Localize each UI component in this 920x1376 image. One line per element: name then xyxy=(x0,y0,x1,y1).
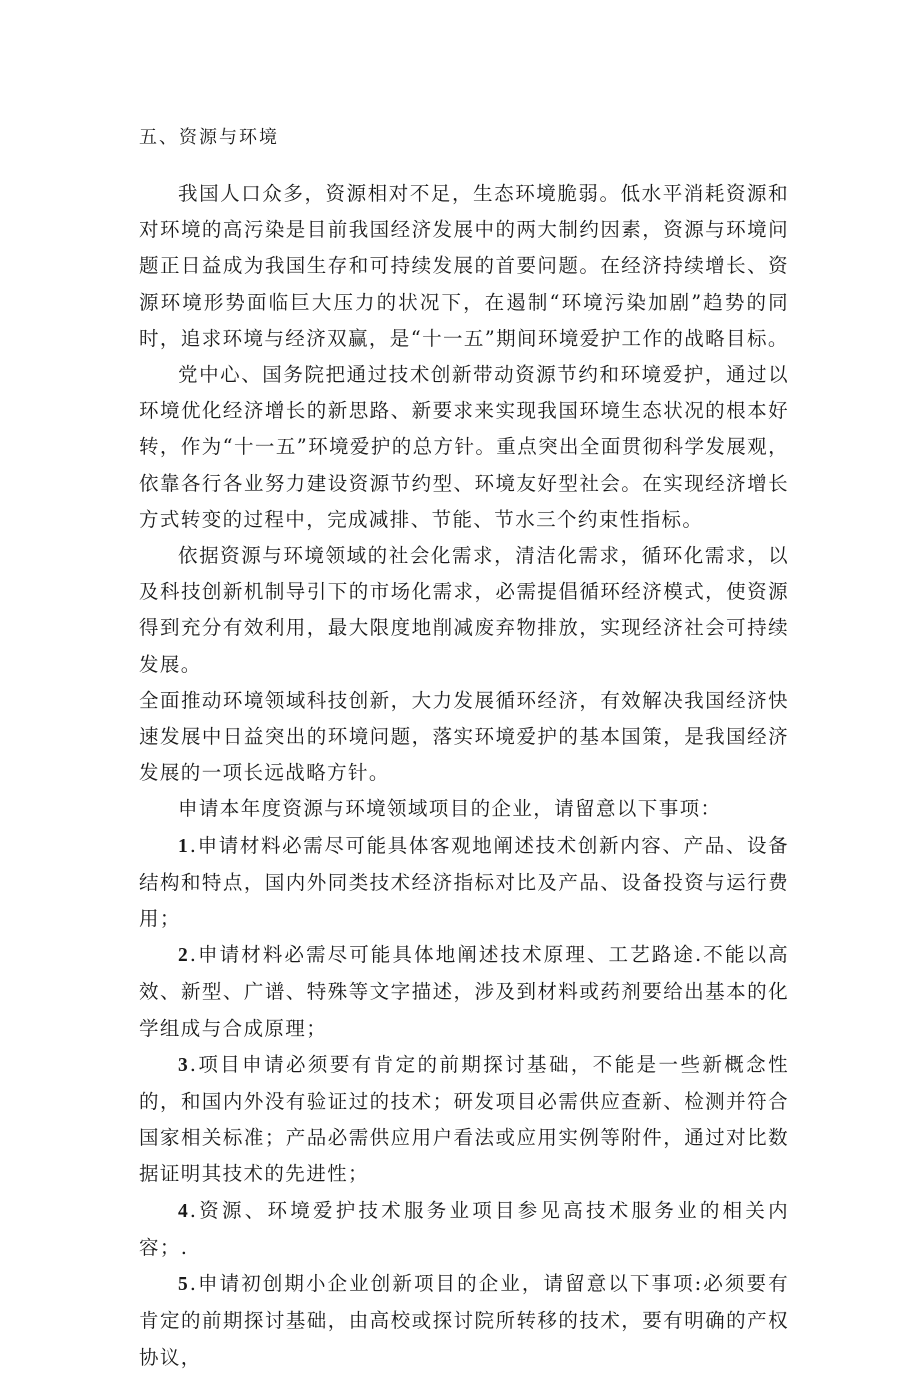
paragraph: 全面推动环境领域科技创新，大力发展循环经济，有效解决我国经济快速发展中日益突出的环境问题，落实环境爱护的基本国策，是我国经济发展的一项长远战略方针。 xyxy=(139,688,789,785)
item-text: .申请材料必需尽可能具体地阐述技术原理、工艺路途.不能以高效、新型、广谱、特殊等文字描述，涉及到材料或药剂要给出基本的化学组成与合成原理； xyxy=(139,943,789,1040)
paragraph: 依据资源与环境领域的社会化需求，清洁化需求，循环化需求，以及科技创新机制导引下的市场化需求，必需提倡循环经济模式，使资源得到充分有效利用，最大限度地削减废弃物排放，实现经济社会可持续发展。 xyxy=(139,544,789,676)
list-item xyxy=(139,937,789,1047)
list-item xyxy=(139,1193,789,1266)
item-number: 4 xyxy=(178,1200,190,1222)
list-item xyxy=(139,828,789,938)
item-number: 1 xyxy=(178,835,190,857)
item-text: .资源、环境爱护技术服务业项目参见高技术服务业的相关内容；. xyxy=(139,1198,789,1259)
paragraph: 申请本年度资源与环境领域项目的企业，请留意以下事项： xyxy=(178,797,722,821)
item-text: .项目申请必须要有肯定的前期探讨基础，不能是一些新概念性的，和国内外没有验证过的技术；研发项目必需供应查新、检测并符合国家相关标准；产品必需供应用户看法或应用实例等附件，通过对比数据证明其技术的先进性； xyxy=(139,1052,789,1186)
list-item xyxy=(139,1266,789,1376)
paragraph: 党中心、国务院把通过技术创新带动资源节约和环境爱护，通过以环境优化经济增长的新思路、新要求来实现我国环境生态状况的根本好转，作为“十一五”环境爱护的总方针。重点突出全面贯彻科学发展观，依靠各行各业努力建设资源节约型、环境友好型社会。在实现经济增长方式转变的过程中，完成减排、节能、节水三个约束性指标。 xyxy=(139,363,789,531)
item-text: .申请初创期小企业创新项目的企业，请留意以下事项:必须要有肯定的前期探讨基础，由高校或探讨院所转移的技术，要有明确的产权协议， xyxy=(139,1272,789,1369)
item-text: .申请材料必需尽可能具体客观地阐述技术创新内容、产品、设备结构和特点，国内外同类技术经济指标对比及产品、设备投资与运行费用； xyxy=(139,833,789,931)
section-heading: 五、资源与环境 xyxy=(139,127,279,148)
item-number: 3 xyxy=(178,1054,190,1076)
item-number: 2 xyxy=(178,945,190,967)
document-body xyxy=(139,176,789,1376)
item-number: 5 xyxy=(178,1274,190,1296)
list-item xyxy=(139,1047,789,1193)
paragraph: 我国人口众多，资源相对不足，生态环境脆弱。低水平消耗资源和对环境的高污染是目前我国经济发展中的两大制约因素，资源与环境问题正日益成为我国生存和可持续发展的首要问题。在经济持续增长、资源环境形势面临巨大压力的状况下，在遏制“环境污染加剧”趋势的同时，追求环境与经济双赢，是“十一五”期间环境爱护工作的战略目标。 xyxy=(139,182,789,350)
